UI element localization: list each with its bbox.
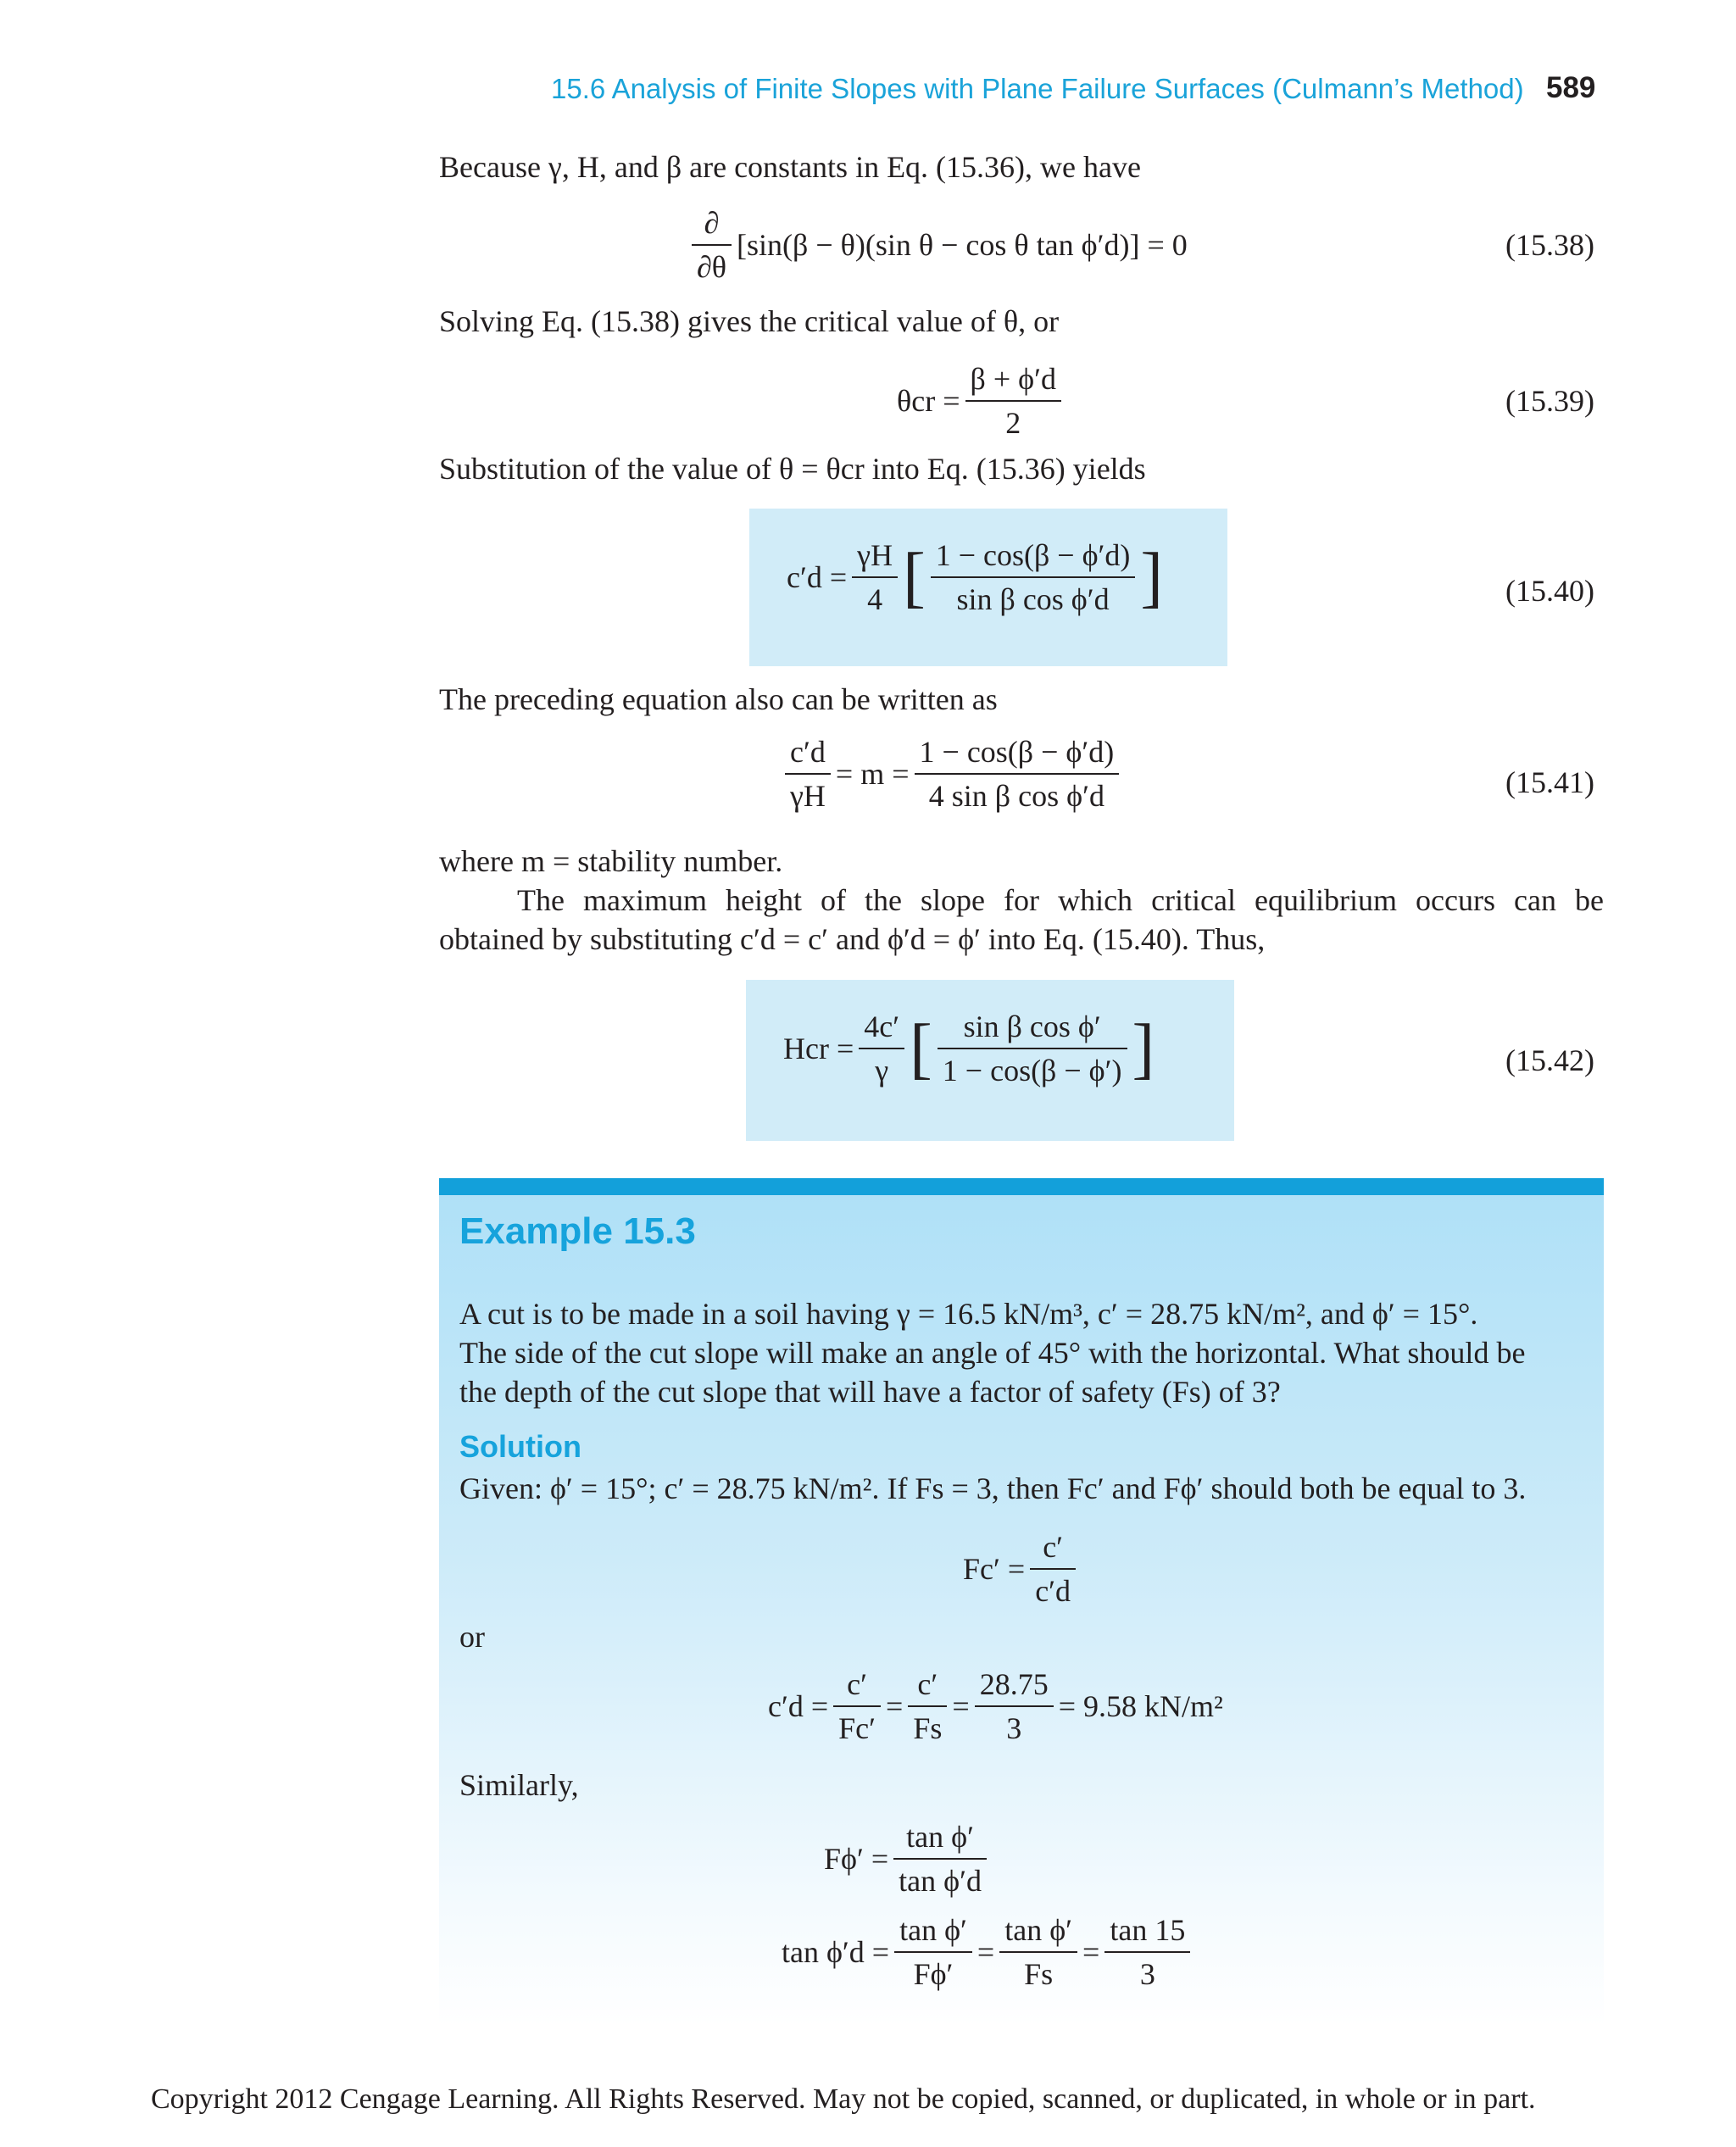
equals-sign: =: [1082, 1935, 1100, 1969]
equation-fraction: [1030, 1526, 1076, 1612]
similarly-label: Similarly,: [459, 1768, 579, 1802]
equation-lhs: c′d =: [768, 1689, 829, 1723]
fraction-numerator: 28.75: [979, 1667, 1049, 1701]
fraction-denominator: Fs: [1024, 1957, 1054, 1991]
partial-derivative-fraction: [692, 202, 732, 288]
fraction-denominator: Fϕ′: [913, 1957, 954, 1991]
fraction-numerator: 1 − cos(β − ϕ′d): [935, 538, 1131, 572]
equation-lhs: tan ϕ′d =: [782, 1935, 890, 1969]
equation-fraction: [931, 534, 1136, 620]
paragraph-intro: Because γ, H, and β are constants in Eq. (15.36), we have: [439, 150, 1141, 184]
solution-equation-fphi: [824, 1816, 992, 1902]
paragraph-substitution: Substitution of the value of θ = θcr into Eq. (15.36) yields: [439, 452, 1146, 486]
fraction-denominator: 3: [1006, 1711, 1022, 1745]
equation-fraction: [999, 1909, 1077, 1995]
example-problem-line2: The side of the cut slope will make an angle of 45° with the horizontal. What should be: [459, 1336, 1526, 1370]
equation-fraction: [852, 534, 898, 620]
equation-15-41: [780, 731, 1124, 817]
equation-15-40: [787, 534, 1163, 620]
fraction-denominator: Fs: [913, 1711, 943, 1745]
equation-result: = 9.58 kN/m²: [1058, 1689, 1223, 1723]
paragraph-solving: Solving Eq. (15.38) gives the critical value of θ, or: [439, 304, 1060, 338]
equation-fraction: [1104, 1909, 1190, 1995]
solution-equation-fc: [963, 1526, 1081, 1612]
left-bracket: [: [910, 1011, 932, 1086]
equation-number: (15.38): [1505, 228, 1594, 262]
equation-lhs: Fc′ =: [963, 1552, 1026, 1586]
fraction-denominator: 3: [1139, 1957, 1155, 1991]
solution-equation-cd: [768, 1663, 1223, 1749]
fraction-numerator: tan ϕ′: [906, 1820, 974, 1854]
paragraph-maximum-line1: The maximum height of the slope for which critical equilibrium occurs can be: [517, 883, 1604, 917]
copyright-notice: Copyright 2012 Cengage Learning. All Rights Reserved. May not be copied, scanned, or duplicated, in whole or in part.: [151, 2083, 1536, 2115]
equation-number: (15.39): [1505, 384, 1594, 418]
equals-sign: =: [886, 1689, 904, 1723]
equation-fraction: [975, 1663, 1054, 1749]
equation-fraction: [785, 731, 831, 817]
fraction-numerator: 4c′: [864, 1010, 900, 1043]
equation-lhs: Fϕ′ =: [824, 1842, 889, 1876]
fraction-denominator: tan ϕ′d: [899, 1864, 982, 1898]
fraction-denominator: γ: [875, 1054, 889, 1087]
fraction-denominator: 1 − cos(β − ϕ′): [942, 1054, 1122, 1087]
equation-fraction: [859, 1005, 904, 1092]
fraction-denominator: ∂θ: [697, 250, 727, 284]
fraction-numerator: c′d: [790, 735, 826, 769]
equation-15-42: [783, 1005, 1155, 1092]
equation-expression: [sin(β − θ)(sin θ − cos θ tan ϕ′d)] = 0: [737, 228, 1188, 262]
equation-15-38: [687, 202, 1188, 288]
fraction-numerator: c′: [1043, 1530, 1064, 1564]
equation-number: (15.41): [1505, 765, 1594, 799]
equation-fraction: [894, 1909, 972, 1995]
equation-middle: = m =: [835, 757, 910, 791]
or-label: or: [459, 1620, 485, 1654]
fraction-numerator: ∂: [704, 206, 720, 240]
fraction-denominator: γH: [790, 779, 826, 813]
right-bracket: ]: [1140, 540, 1164, 615]
running-title: 15.6 Analysis of Finite Slopes with Plane Failure Surfaces (Culmann’s Method): [551, 73, 1524, 104]
example-top-bar: [439, 1178, 1604, 1195]
solution-label: Solution: [459, 1429, 581, 1464]
equation-fraction: [965, 358, 1061, 444]
fraction-numerator: tan 15: [1110, 1913, 1186, 1947]
fraction-numerator: c′: [917, 1667, 938, 1701]
equation-fraction: [893, 1816, 987, 1902]
fraction-denominator: Fc′: [838, 1711, 876, 1745]
equation-15-39: [897, 358, 1066, 444]
fraction-numerator: 1 − cos(β − ϕ′d): [919, 735, 1115, 769]
solution-equation-tanphi: [782, 1909, 1195, 1995]
left-bracket: [: [903, 540, 926, 615]
example-problem-line1: A cut is to be made in a soil having γ = 16.5 kN/m³, c′ = 28.75 kN/m², and ϕ′ = 15°.: [459, 1297, 1478, 1331]
equation-fraction: [833, 1663, 881, 1749]
fraction-numerator: c′: [847, 1667, 868, 1701]
equation-fraction: [915, 731, 1120, 817]
paragraph-where: where m = stability number.: [439, 844, 783, 878]
solution-given: Given: ϕ′ = 15°; c′ = 28.75 kN/m². If Fs = 3, then Fc′ and Fϕ′ should both be equal to 3.: [459, 1471, 1527, 1505]
fraction-denominator: 4 sin β cos ϕ′d: [928, 779, 1104, 813]
equals-sign: =: [976, 1935, 995, 1969]
right-bracket: ]: [1132, 1011, 1155, 1086]
equation-fraction: [938, 1005, 1127, 1092]
fraction-numerator: tan ϕ′: [899, 1913, 967, 1947]
equation-lhs: Hcr =: [783, 1032, 854, 1065]
fraction-denominator: sin β cos ϕ′d: [956, 582, 1110, 616]
fraction-numerator: β + ϕ′d: [970, 362, 1056, 396]
fraction-denominator: 2: [1005, 406, 1021, 440]
example-problem-line3: the depth of the cut slope that will have a factor of safety (Fs) of 3?: [459, 1375, 1281, 1409]
equation-lhs: c′d =: [787, 560, 848, 594]
equals-sign: =: [952, 1689, 970, 1723]
page-number: 589: [1546, 71, 1596, 104]
equation-lhs: θcr =: [897, 384, 960, 418]
equation-number: (15.42): [1505, 1043, 1594, 1077]
fraction-numerator: γH: [857, 538, 893, 572]
example-title: Example 15.3: [459, 1210, 696, 1252]
fraction-numerator: tan ϕ′: [1004, 1913, 1073, 1947]
equation-number: (15.40): [1505, 574, 1594, 608]
fraction-numerator: sin β cos ϕ′: [963, 1010, 1101, 1043]
fraction-denominator: 4: [867, 582, 883, 616]
paragraph-preceding: The preceding equation also can be written as: [439, 682, 998, 716]
fraction-denominator: c′d: [1035, 1574, 1071, 1608]
equation-fraction: [908, 1663, 947, 1749]
paragraph-maximum-line2: obtained by substituting c′d = c′ and ϕ′d = ϕ′ into Eq. (15.40). Thus,: [439, 922, 1266, 956]
